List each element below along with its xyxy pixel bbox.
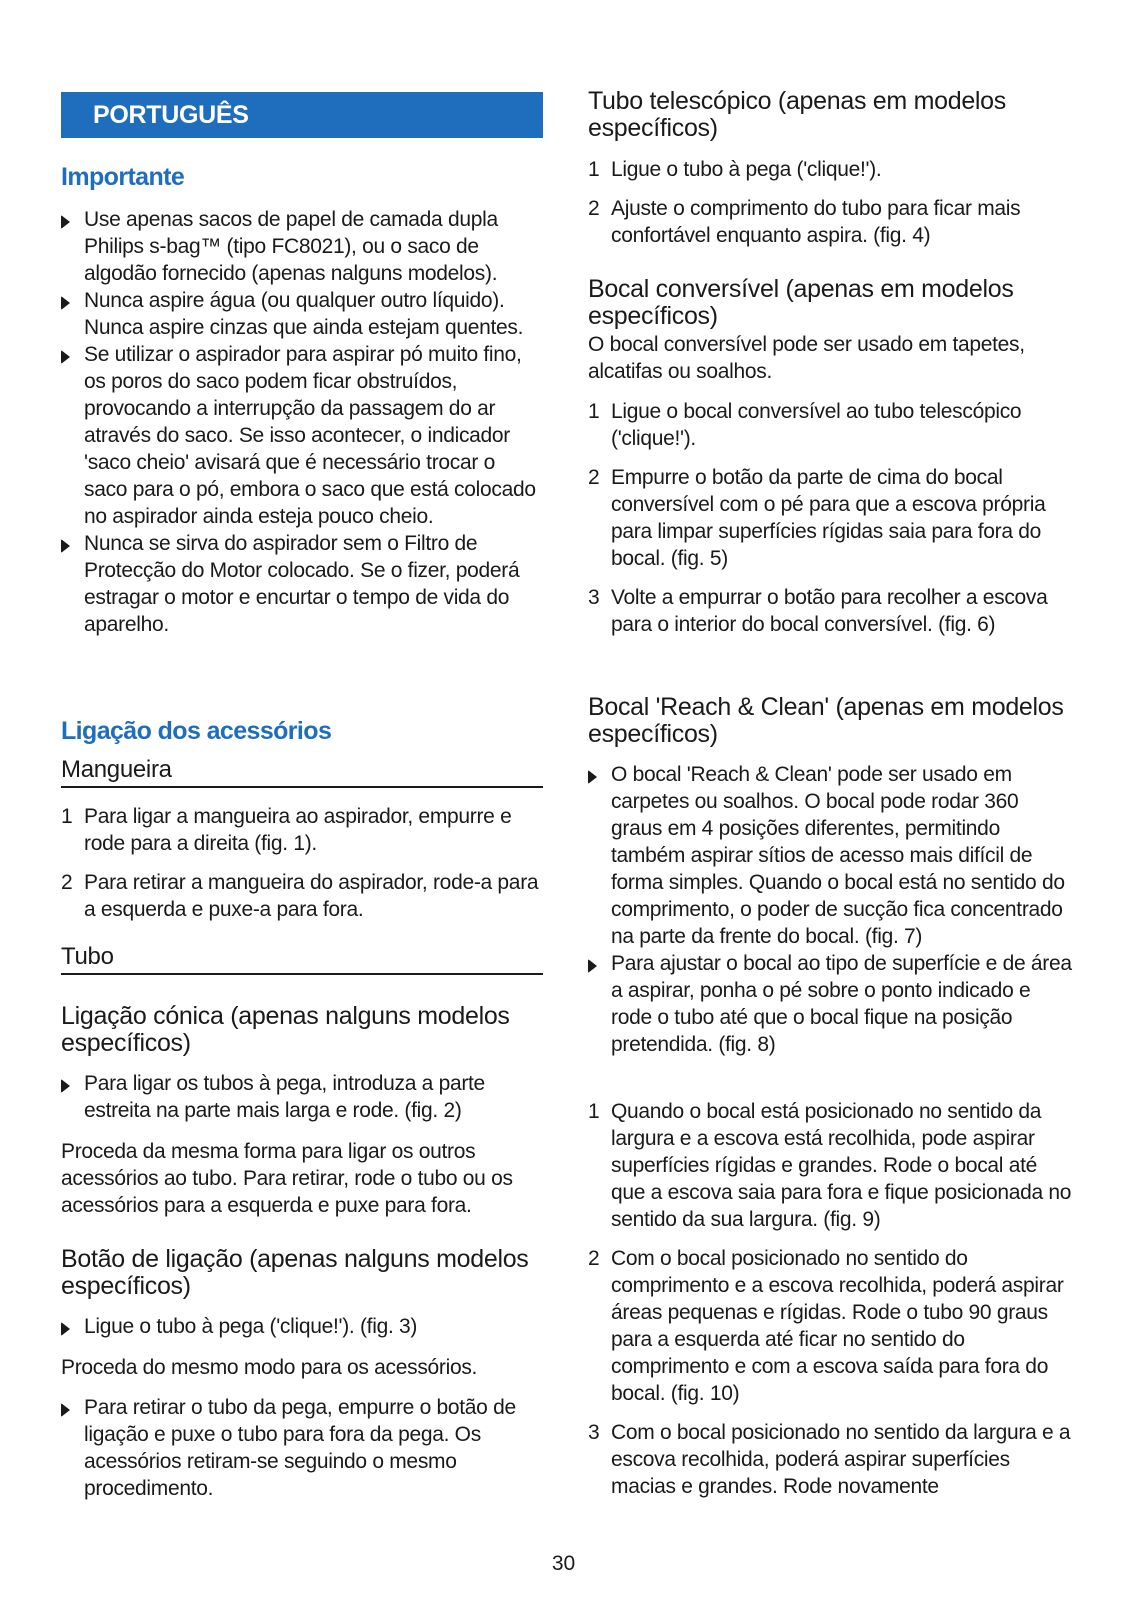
list-item: Nunca aspire água (ou qualquer outro líquido). Nunca aspire cinzas que ainda estejam quentes. xyxy=(61,287,543,341)
mangueira-heading: Mangueira xyxy=(61,756,543,788)
bullet-icon xyxy=(61,539,70,553)
importante-list xyxy=(61,206,543,638)
list-item: Ligue o tubo à pega ('clique!'). (fig. 3) xyxy=(61,1313,543,1340)
step-item: 3 Com o bocal posicionado no sentido da largura e a escova recolhida, poderá aspirar superfícies macias e grandes. Rode novamente xyxy=(588,1421,1071,1498)
botao-note: Proceda do mesmo modo para os acessórios. xyxy=(61,1356,478,1379)
importante-heading: Importante xyxy=(61,163,185,191)
convertivel-steps xyxy=(588,398,1074,638)
reach-list xyxy=(588,761,1074,1058)
reach-steps xyxy=(588,1098,1074,1500)
list-item: Para retirar o tubo da pega, empurre o botão de ligação e puxe o tubo para fora da pega. Os acessórios retiram-se seguindo o mesmo procedimento. xyxy=(61,1394,543,1502)
conica-note: Proceda da mesma forma para ligar os outros acessórios ao tubo. Para retirar, rode o tubo ou os acessórios para a esquerda e puxe para fora. xyxy=(61,1140,513,1217)
ligacao-heading: Ligação dos acessórios xyxy=(61,717,332,745)
step-item: 1 Ligue o bocal conversível ao tubo telescópico ('clique!'). xyxy=(588,400,1022,450)
step-item: 3 Volte a empurrar o botão para recolher a escova para o interior do bocal conversível. (fig. 6) xyxy=(588,586,1048,636)
step-item: 2 Com o bocal posicionado no sentido do comprimento e a escova recolhida, poderá aspirar áreas pequenas e rígidas. Rode o tubo 90 graus para a esquerda até ficar no sentido do comprimento e com a escova saída para fora do bocal. (fig. 10) xyxy=(588,1247,1064,1405)
reach-heading: Bocal 'Reach & Clean' (apenas em modelos específicos) xyxy=(588,693,1064,748)
convertivel-heading: Bocal conversível (apenas em modelos específicos) xyxy=(588,275,1014,330)
bullet-icon xyxy=(61,1403,70,1417)
tubo-heading: Tubo xyxy=(61,943,543,975)
page-number: 30 xyxy=(551,1552,576,1575)
step-item: 2 Empurre o botão da parte de cima do bocal conversível com o pé para que a escova própria para limpar superfícies rígidas saia para fora do bocal. (fig. 5) xyxy=(588,466,1046,570)
bullet-icon xyxy=(61,296,70,310)
botao-list-1 xyxy=(61,1313,543,1340)
step-item: 1 Ligue o tubo à pega ('clique!'). xyxy=(588,158,882,181)
language-banner xyxy=(61,92,543,138)
list-item: Para ligar os tubos à pega, introduza a parte estreita na parte mais larga e rode. (fig. 2) xyxy=(61,1070,543,1124)
botao-heading: Botão de ligação (apenas nalguns modelos específicos) xyxy=(61,1245,529,1300)
telescopico-heading: Tubo telescópico (apenas em modelos específicos) xyxy=(588,87,1006,142)
mangueira-steps xyxy=(61,803,543,923)
bullet-icon xyxy=(588,770,597,784)
list-item: Nunca se sirva do aspirador sem o Filtro de Protecção do Motor colocado. Se o fizer, poderá estragar o motor e encurtar o tempo de vida do aparelho. xyxy=(61,530,543,638)
bullet-icon xyxy=(61,350,70,364)
bullet-icon xyxy=(61,1079,70,1093)
list-item: Use apenas sacos de papel de camada dupla Philips s-bag™ (tipo FC8021), ou o saco de algodão fornecido (apenas nalguns modelos). xyxy=(61,206,543,287)
list-item: O bocal 'Reach & Clean' pode ser usado em carpetes ou soalhos. O bocal pode rodar 360 graus em 4 posições diferentes, permitindo também aspirar sítios de acesso mais difícil de forma simples. Quando o bocal está no sentido do comprimento, o poder de sucção fica concentrado na parte da frente do bocal. (fig. 7) xyxy=(588,761,1074,950)
step-item: 1 Para ligar a mangueira ao aspirador, empurre e rode para a direita (fig. 1). xyxy=(61,805,512,855)
bullet-icon xyxy=(61,215,70,229)
telescopico-steps xyxy=(588,156,1074,249)
bullet-icon xyxy=(588,959,597,973)
botao-list-2 xyxy=(61,1394,543,1502)
conica-heading: Ligação cónica (apenas nalguns modelos específicos) xyxy=(61,1002,510,1057)
list-item: Se utilizar o aspirador para aspirar pó muito fino, os poros do saco podem ficar obstruídos, provocando a interrupção da passagem do ar através do saco. Se isso acontecer, o indicador 'saco cheio' avisará que é necessário trocar o saco para o pó, embora o saco que está colocado no aspirador ainda esteja pouco cheio. xyxy=(61,341,543,530)
step-item: 1 Quando o bocal está posicionado no sentido da largura e a escova está recolhida, pode aspirar superfícies rígidas e grandes. Rode o bocal até que a escova saia para fora e fique posicionada no sentido da sua largura. (fig. 9) xyxy=(588,1100,1072,1231)
language-label: PORTUGUÊS xyxy=(93,101,249,129)
step-item: 2 Ajuste o comprimento do tubo para ficar mais confortável enquanto aspira. (fig. 4) xyxy=(588,197,1021,247)
bullet-icon xyxy=(61,1322,70,1336)
list-item: Para ajustar o bocal ao tipo de superfície e de área a aspirar, ponha o pé sobre o ponto indicado e rode o tubo até que o bocal fique na posição pretendida. (fig. 8) xyxy=(588,950,1074,1058)
step-item: 2 Para retirar a mangueira do aspirador, rode-a para a esquerda e puxe-a para fora. xyxy=(61,871,539,921)
convertivel-intro: O bocal conversível pode ser usado em tapetes, alcatifas ou soalhos. xyxy=(588,333,1025,383)
conica-list xyxy=(61,1070,543,1124)
